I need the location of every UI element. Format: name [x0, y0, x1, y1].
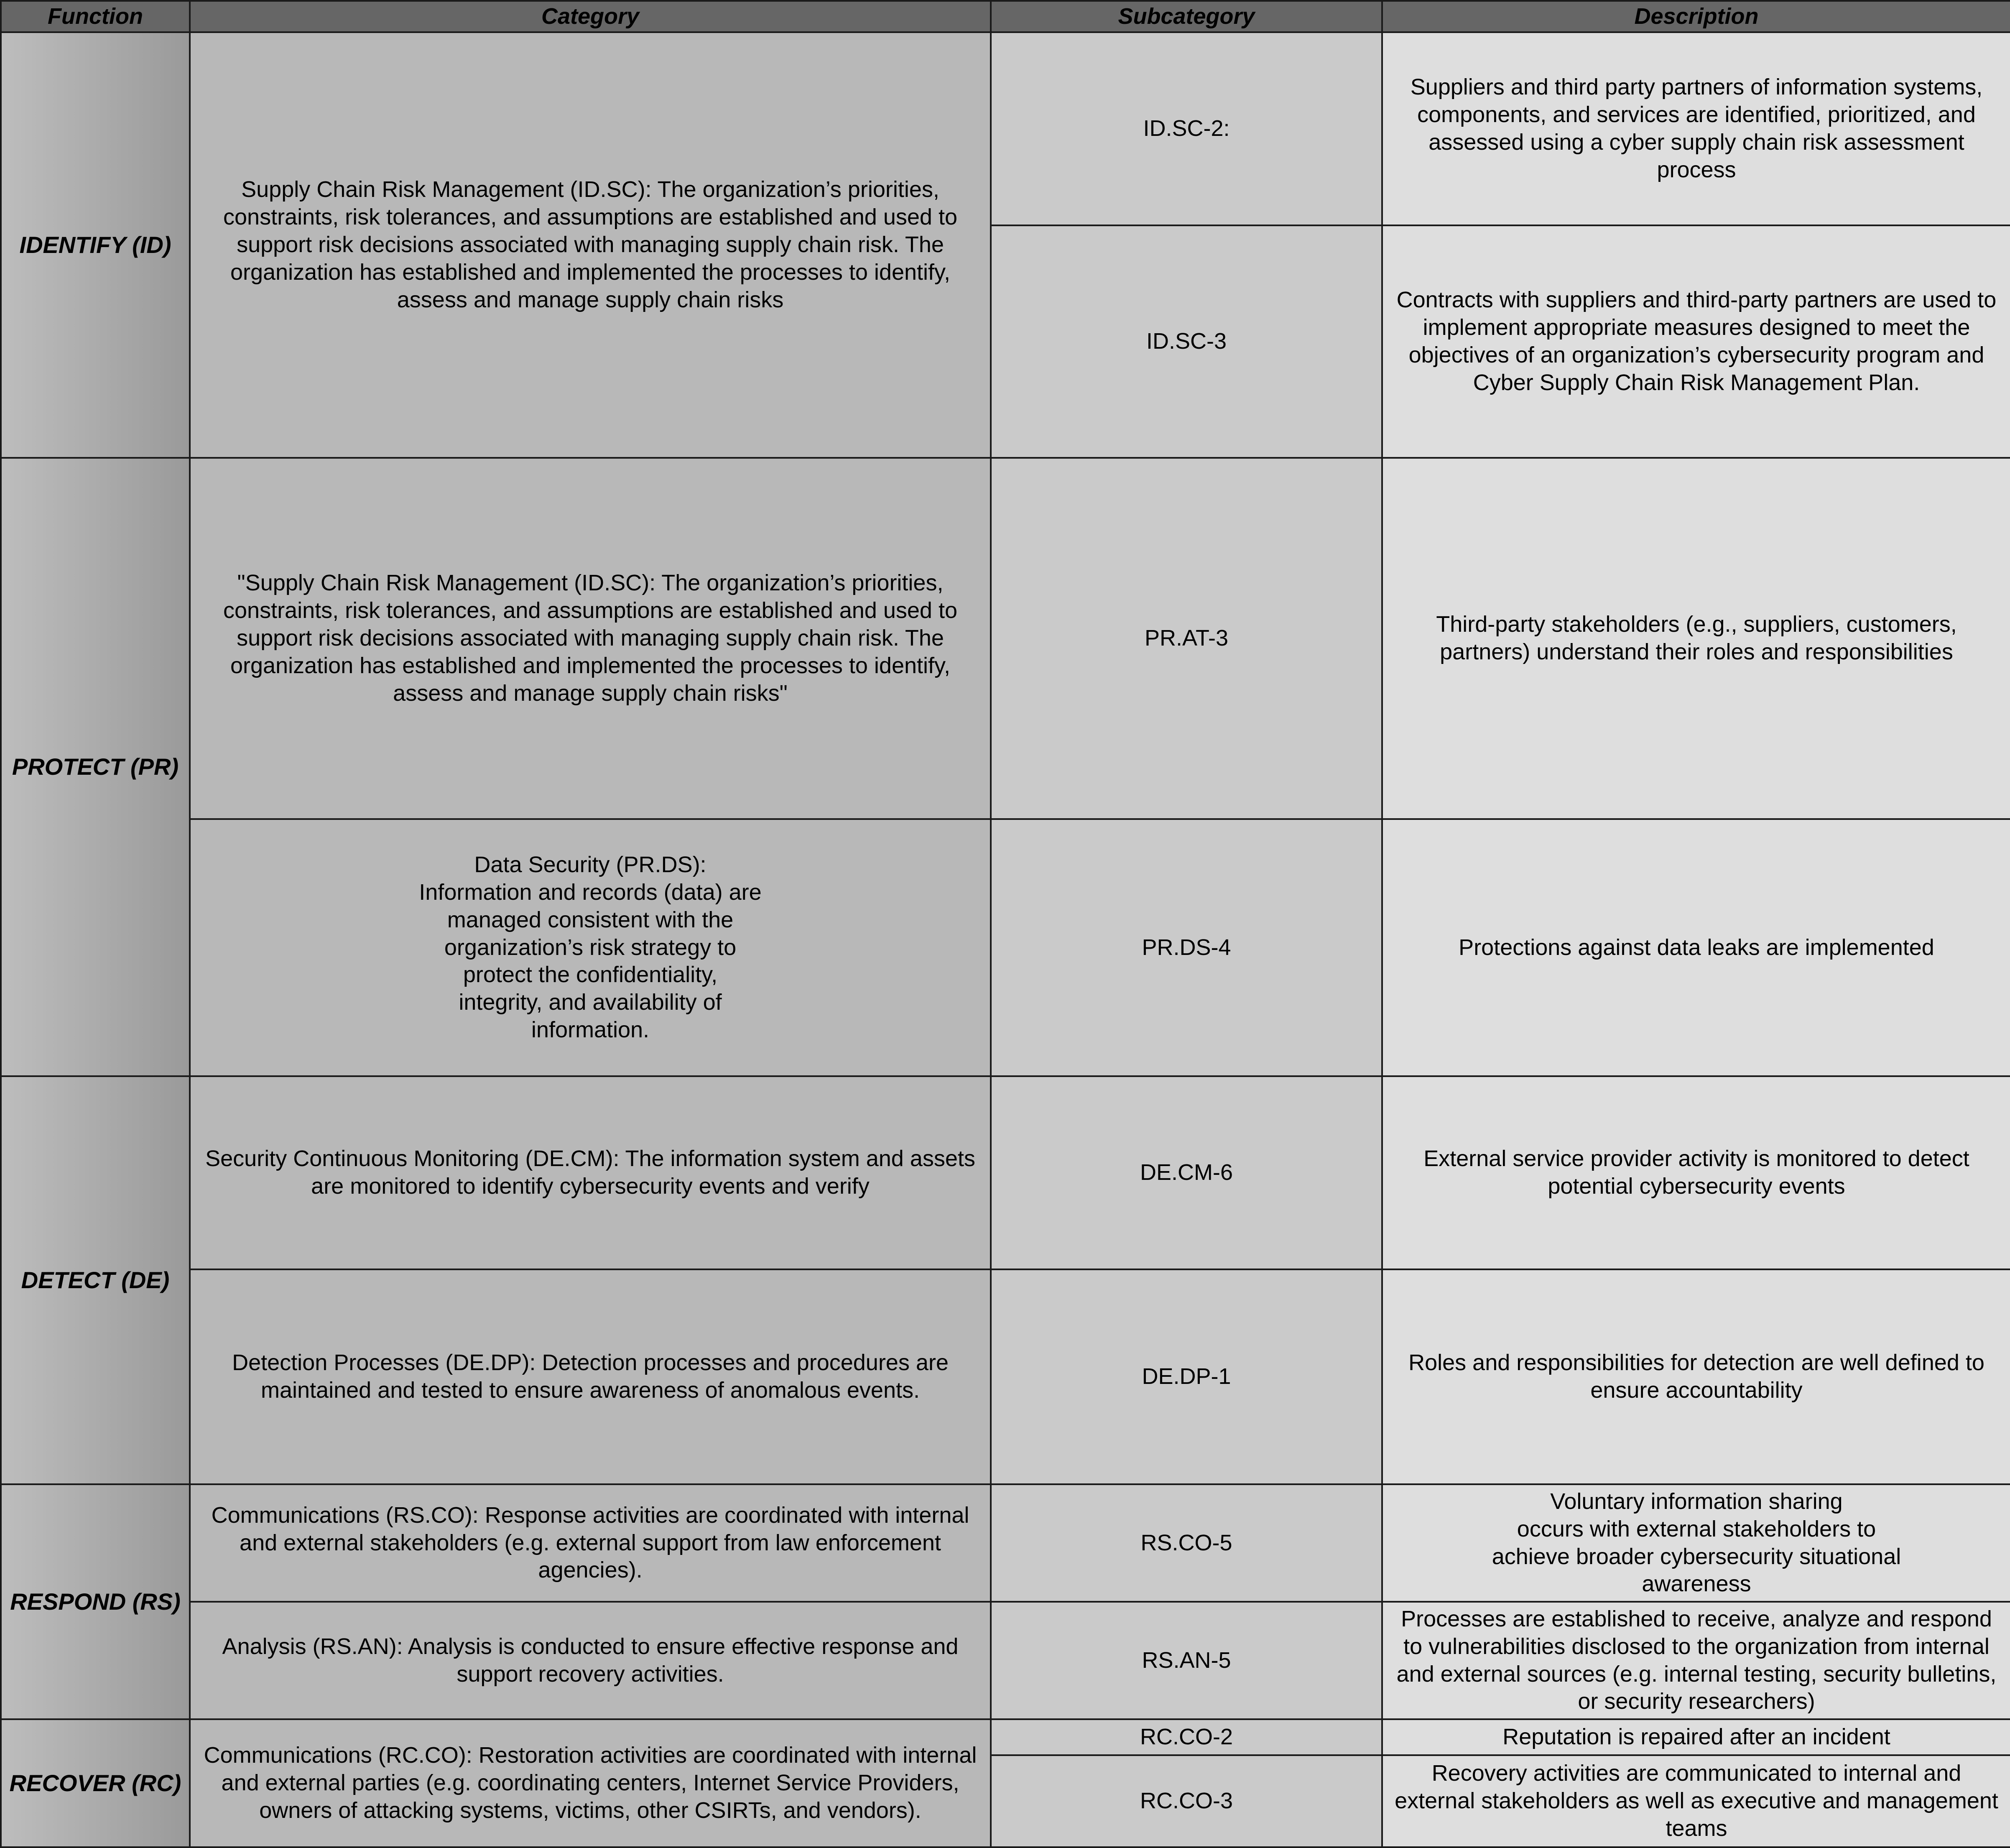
table-row	[1, 458, 2010, 819]
subcategory-cell: RC.CO-3	[991, 1755, 1382, 1847]
description-cell: External service provider activity is monitored to detect potential cybersecurity events	[1382, 1076, 2010, 1269]
table-row	[1, 1269, 2010, 1484]
function-detect: DETECT (DE)	[1, 1076, 190, 1484]
table-row	[1, 819, 2010, 1076]
function-recover: RECOVER (RC)	[1, 1719, 190, 1847]
table-row	[1, 1076, 2010, 1269]
table-row	[1, 1484, 2010, 1602]
header-subcategory: Subcategory	[991, 1, 1382, 32]
subcategory-cell: ID.SC-3	[991, 225, 1382, 458]
category-rc-co: Communications (RC.CO): Restoration activities are coordinated with internal and external parties (e.g. coordinating centers, Internet Service Providers, owners of attacking systems, victims, other CSIRTs, and vendors).	[190, 1719, 991, 1847]
category-pr-ds: Data Security (PR.DS): Information and records (data) are managed consistent with the organization’s risk strategy to protect the confidentiality, integrity, and availability of information.	[190, 819, 991, 1076]
category-pr-scrm: "Supply Chain Risk Management (ID.SC): The organization’s priorities, constraints, risk tolerances, and assumptions are established and used to support risk decisions associated with managing supply chain risk. The organization has established and implemented the processes to identify, assess and manage supply chain risks"	[190, 458, 991, 819]
subcategory-cell: RS.AN-5	[991, 1602, 1382, 1719]
description-cell: Reputation is repaired after an incident	[1382, 1719, 2010, 1755]
category-rs-co: Communications (RS.CO): Response activities are coordinated with internal and external stakeholders (e.g. external support from law enforcement agencies).	[190, 1484, 991, 1602]
table-row	[1, 1719, 2010, 1755]
table-row	[1, 1602, 2010, 1719]
header-description: Description	[1382, 1, 2010, 32]
category-de-cm: Security Continuous Monitoring (DE.CM): The information system and assets are monitored to identify cybersecurity events and verify	[190, 1076, 991, 1269]
header-function: Function	[1, 1, 190, 32]
description-cell: Protections against data leaks are implemented	[1382, 819, 2010, 1076]
subcategory-cell: ID.SC-2:	[991, 32, 1382, 225]
header-row	[1, 1, 2010, 32]
subcategory-cell: RS.CO-5	[991, 1484, 1382, 1602]
header-category: Category	[190, 1, 991, 32]
description-cell: Roles and responsibilities for detection are well defined to ensure accountability	[1382, 1269, 2010, 1484]
table-row	[1, 32, 2010, 225]
description-cell: Recovery activities are communicated to internal and external stakeholders as well as executive and management teams	[1382, 1755, 2010, 1847]
function-protect: PROTECT (PR)	[1, 458, 190, 1076]
function-respond: RESPOND (RS)	[1, 1484, 190, 1719]
description-cell: Third-party stakeholders (e.g., suppliers, customers, partners) understand their roles and responsibilities	[1382, 458, 2010, 819]
category-rs-an: Analysis (RS.AN): Analysis is conducted to ensure effective response and support recovery activities.	[190, 1602, 991, 1719]
subcategory-cell: RC.CO-2	[991, 1719, 1382, 1755]
subcategory-cell: PR.AT-3	[991, 458, 1382, 819]
description-cell: Contracts with suppliers and third-party partners are used to implement appropriate measures designed to meet the objectives of an organization’s cybersecurity program and Cyber Supply Chain Risk Management Plan.	[1382, 225, 2010, 458]
subcategory-cell: DE.DP-1	[991, 1269, 1382, 1484]
function-identify: IDENTIFY (ID)	[1, 32, 190, 458]
subcategory-cell: PR.DS-4	[991, 819, 1382, 1076]
description-cell: Processes are established to receive, analyze and respond to vulnerabilities disclosed to the organization from internal and external sources (e.g. internal testing, security bulletins, or security researchers)	[1382, 1602, 2010, 1719]
category-de-dp: Detection Processes (DE.DP): Detection processes and procedures are maintained and tested to ensure awareness of anomalous events.	[190, 1269, 991, 1484]
subcategory-cell: DE.CM-6	[991, 1076, 1382, 1269]
description-cell: Suppliers and third party partners of information systems, components, and services are identified, prioritized, and assessed using a cyber supply chain risk assessment process	[1382, 32, 2010, 225]
description-cell: Voluntary information sharing occurs with external stakeholders to achieve broader cybersecurity situational awareness	[1382, 1484, 2010, 1602]
category-id-sc: Supply Chain Risk Management (ID.SC): The organization’s priorities, constraints, risk tolerances, and assumptions are established and used to support risk decisions associated with managing supply chain risk. The organization has established and implemented the processes to identify, assess and manage supply chain risks	[190, 32, 991, 458]
